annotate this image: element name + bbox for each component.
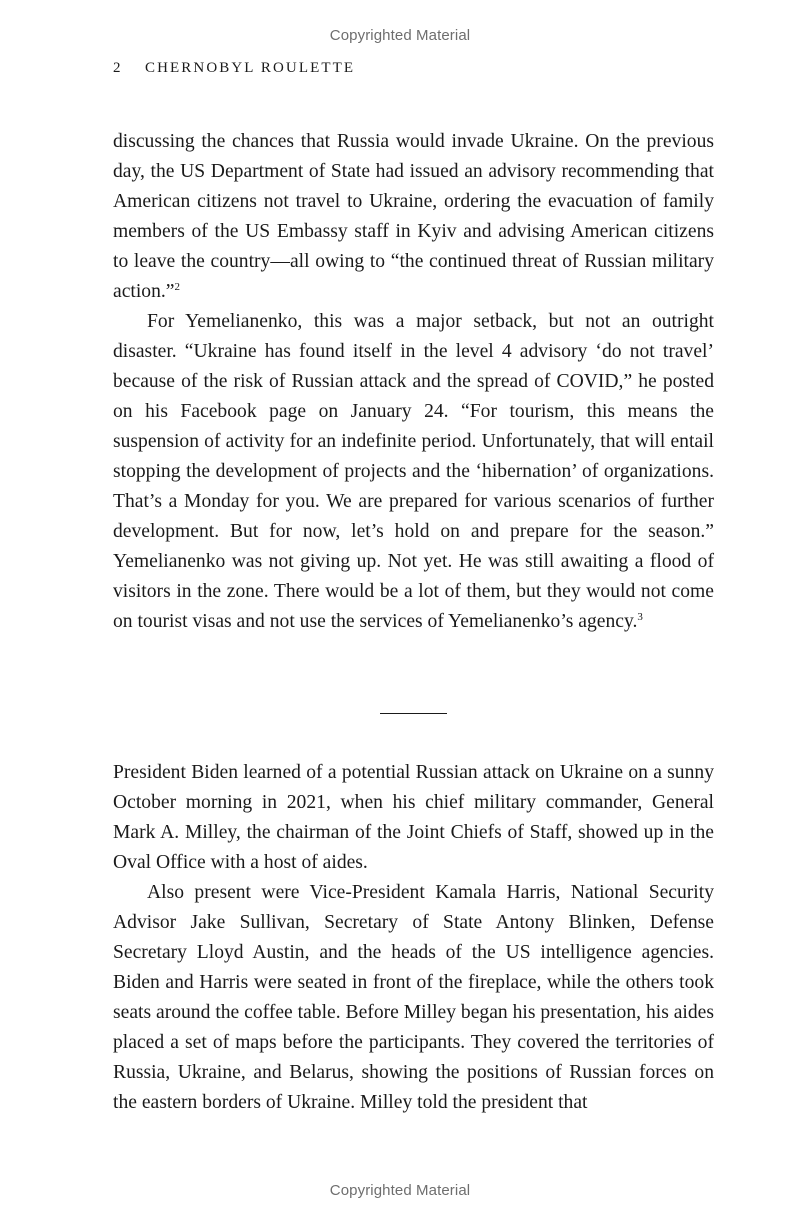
- paragraph: [113, 878, 714, 1118]
- paragraph-text: For Yemelianenko, this was a major setback, but not an outright disaster. “Ukraine has found itself in the level 4 advisory ‘do not travel’ because of the risk of Russian attack and the spread of COVID,” he posted on his Facebook page on January 24. “For tourism, this means the suspension of activity for an indefinite period. Unfortunately, that will entail stopping the development of projects and the ‘hibernation’ of organizations. That’s a Monday for you. We are prepared for various scenarios of further development. But for now, let’s hold on and prepare for the season.” Yemelianenko was not giving up. Not yet. He was still awaiting a flood of visitors in the zone. There would be a lot of them, but they would not come on tourist visas and not use the services of Yemelianenko’s agency.: [113, 311, 714, 632]
- running-head: [113, 60, 355, 77]
- section-break-rule: [380, 713, 447, 714]
- endnote-marker[interactable]: 3: [637, 611, 643, 623]
- paragraph: [113, 758, 714, 878]
- book-title: CHERNOBYL ROULETTE: [145, 60, 356, 76]
- paragraph-text: discussing the chances that Russia would invade Ukraine. On the previous day, the US Department of State had issued an advisory recommending that American citizens not travel to Ukraine, ordering the evacuation of family members of the US Embassy staff in Kyiv and advising American citizens to leave the country—all owing to “the continued threat of Russian military action.”: [113, 131, 714, 302]
- body-text-section-1: [113, 127, 714, 637]
- copyright-watermark-bottom: Copyrighted Material: [329, 1182, 471, 1199]
- paragraph: [113, 127, 714, 307]
- paragraph-text: President Biden learned of a potential Russian attack on Ukraine on a sunny October morning in 2021, when his chief military commander, General Mark A. Milley, the chairman of the Joint Chiefs of Staff, showed up in the Oval Office with a host of aides.: [113, 762, 714, 873]
- paragraph-text: Also present were Vice-President Kamala Harris, National Security Advisor Jake Sullivan, Secretary of State Antony Blinken, Defense Secretary Lloyd Austin, and the heads of the US intelligence agencies. Biden and Harris were seated in front of the fireplace, while the others took seats around the coffee table. Before Milley began his presentation, his aides placed a set of maps before the participants. They covered the territories of Russia, Ukraine, and Belarus, showing the positions of Russian forces on the eastern borders of Ukraine. Milley told the president that: [113, 882, 714, 1113]
- body-text-section-2: [113, 758, 714, 1118]
- endnote-marker[interactable]: 2: [174, 281, 180, 293]
- copyright-watermark-top: Copyrighted Material: [329, 27, 471, 44]
- page-number: 2: [113, 60, 121, 76]
- paragraph: [113, 307, 714, 637]
